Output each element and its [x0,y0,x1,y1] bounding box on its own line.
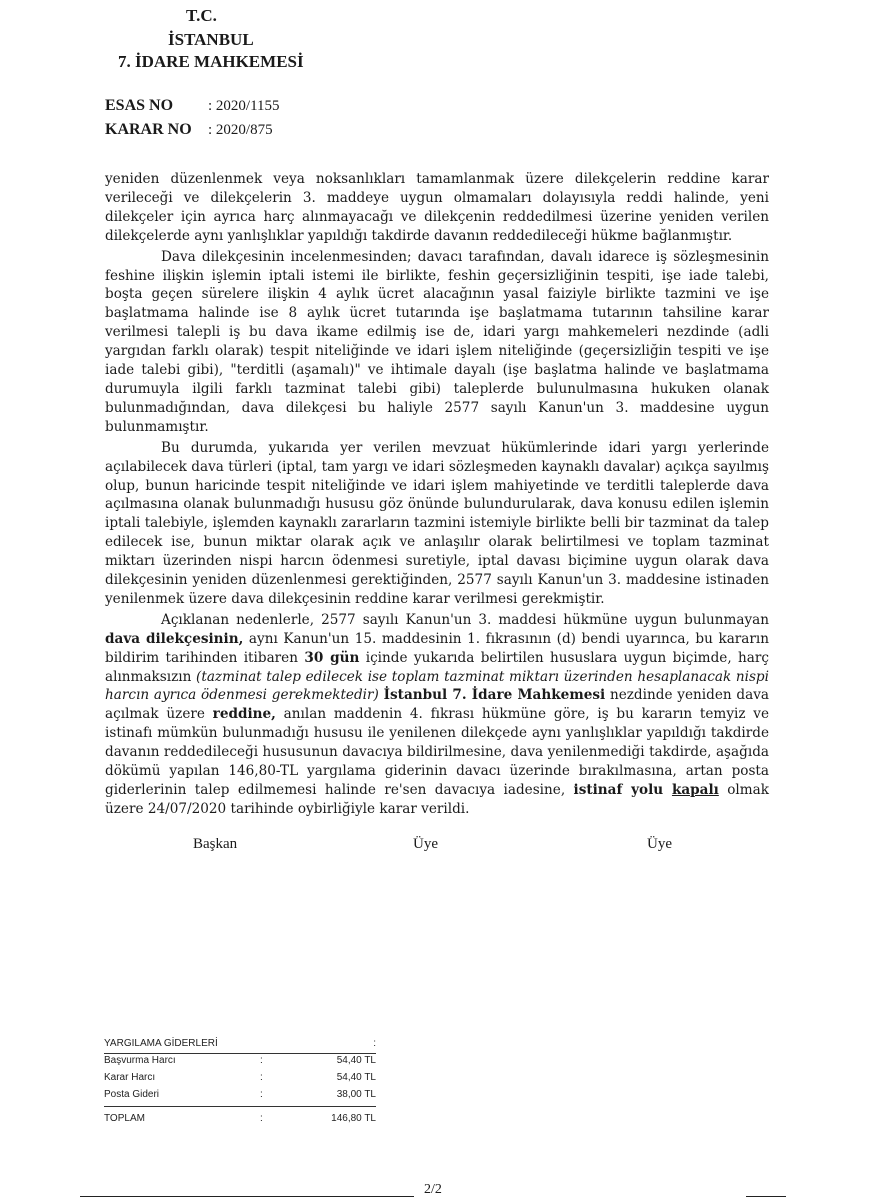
p4-text-n: olmak üzere 24/07/2020 tarihinde oybirliğiyle karar verildi. [105,782,769,817]
karar-value: : 2020/875 [208,122,273,138]
costs-row-amount: 54,40 TL [336,1072,376,1083]
costs-row [104,1070,376,1087]
paragraph-4 [105,611,769,819]
costs-divider-total [104,1106,376,1107]
p4-text-i: nezdinde yeniden dava açılmak üzere [105,687,770,723]
header-city: İSTANBUL [168,30,254,49]
p4-text-e: içinde yukarıda belirtilen hususlara uygun biçimde, harç alınmaksızın [105,649,769,685]
costs-row [104,1087,376,1104]
costs-row-amount: 38,00 TL [336,1089,376,1100]
paragraph-3: Bu durumda, yukarıda yer verilen mevzuat hükümlerinde idari yargı yerlerinde açılabilecek dava türleri (iptal, tam yargı ve idari sözleşmeden kaynaklı davalar) açıkça sayılmış olup, bunun haricinde tespit niteliğinde ve idari işlem mahiyetinde ve terditli taleplerde dava açılmasına olanak bulunmadığı hususu göz önünde bulundurularak, dava konusu edilen işlemin iptali talebiyle, işlemden kaynaklı zararların tazmini istemiyle birlikte belli bir tazminat da talep edilecek ise, bunun miktar olarak açık ve anlaşılır olarak belirtilmesi ve toplam tazminat miktarı üzerinden nispi harcın ödenmesi suretiyle, iptal davası biçimine uygun olarak dava dilekçesinin yeniden düzenlenmesi gerektiğinden, 2577 sayılı Kanun'un 3. maddesine istinaden yenilenmek üzere dava dilekçesinin reddine karar verilmesi gerekmiştir. [105,439,769,607]
costs-title-colon: : [373,1038,376,1049]
paragraph-1: yeniden düzenlenmek veya noksanlıkları tamamlanmak üzere dilekçelerin reddine karar verileceği ve dilekçelerin 3. maddeye uygun olmamaları dolayısıyla reddi halinde, yeni dilekçeler için ayrıca harç alınmayacağı ve dilekçenin reddedilmesi üzerine yeniden verilen dilekçelerde aynı yanlışlıklar yapıldığı takdirde davanın reddedileceği hükme bağlanmıştır. [105,171,769,244]
esas-value: : 2020/1155 [208,98,280,114]
costs-row-label: Posta Gideri [104,1089,160,1100]
costs-title-row [104,1036,376,1053]
costs-row-amount: 54,40 TL [336,1055,376,1066]
costs-row-label: Başvurma Harcı [104,1055,176,1066]
costs-row-label: Karar Harcı [104,1072,156,1083]
page-number: 2/2 [424,1182,442,1197]
karar-label: KARAR NO [105,121,192,138]
p4-bold-dava-dilekcesinin: dava dilekçesinin, [105,630,244,647]
header-court: 7. İDARE MAHKEMESİ [118,52,304,71]
esas-label: ESAS NO [105,97,174,114]
costs-total-label: TOPLAM [104,1113,145,1124]
costs-total-row [104,1111,376,1128]
costs-row [104,1053,376,1070]
costs-total-colon: : [260,1113,263,1124]
footer-rule-right [746,1196,786,1197]
p4-bold-kapali: kapalı [671,782,719,798]
p4-bold-30-gun: 30 gün [304,649,360,666]
p4-italic-tazminat-note: (tazminat talep edilecek ise toplam tazminat miktarı üzerinden hesaplanacak nispi harcın ayrıca ödenmesi gerekmektedir) [105,668,769,704]
signature-uye-2: Üye [647,836,672,852]
decision-body [105,170,769,821]
costs-row-colon: : [260,1072,263,1083]
p4-text-c: aynı Kanun'un 15. maddesinin 1. fıkrasının (d) bendi uyarınca, bu kararın bildirim tarihinden itibaren [105,630,770,666]
costs-title: YARGILAMA GİDERLERİ [104,1038,218,1049]
p4-bold-court: İstanbul 7. İdare Mahkemesi [383,687,606,704]
p4-text-k: anılan maddenin 4. fıkrası hükmüne göre, iş bu kararın temyiz ve istinafı mümkün bulunmadığı hususu ile yenilenen dilekçede aynı yanlışlıklar yapıldığı takdirde davanın reddedileceği hususunun davacıya bildirilmesine, dava yenilenmediği takdirde, aşağıda dökümü yapılan 146,80-TL yargılama giderinin davacı üzerinde bırakılmasına, artan posta giderlerinin talep edilmemesi halinde re'sen davacıya iadesine, [105,706,769,798]
p4-text-a: Açıklanan nedenlerle, 2577 sayılı Kanun'un 3. maddesi hükmüne uygun bulunmayan [161,611,769,628]
paragraph-2: Dava dilekçesinin incelenmesinden; davacı tarafından, davalı idarece iş sözleşmesinin feshine ilişkin işlemin iptali istemi ile birlikte, feshin geçersizliğinin tespiti, işe iade talebi, boşta geçen sürelere ilişkin 4 aylık ücret alacağının yasal faiziyle birlikte tazmini ve işe başlatmama halinde ise 8 aylık ücret tutarında işe başlatmama tutarının tahsiline karar verilmesi talepli iş bu dava ikame edilmiş ise de, idari yargı mahkemeleri nezdinde (adli yargıdan farklı olarak) tespit niteliğinde ve idari işlem niteliğinde (geçersizliğin tespiti ve işe iade talebi gibi), "terditli (aşamalı)" ve ihtimale dayalı (işe başlatma halinde ve başlatmama durumuyla ilgili farklı tazminat talebi gibi) taleplerde bulunulmasına hukuken olanak bulunmadığından, dava dilekçesi bu haliyle 2577 sayılı Kanun'un 3. maddesine uygun bulunmamıştır. [105,248,769,435]
costs-table [104,1036,376,1128]
signature-uye-1: Üye [413,836,438,852]
p4-bold-istinaf-yolu: istinaf yolu [573,782,672,798]
costs-row-colon: : [260,1089,263,1100]
signature-baskan: Başkan [193,836,238,852]
costs-total-amount: 146,80 TL [331,1113,376,1124]
footer-rule-left [80,1196,414,1197]
p4-bold-reddine: reddine, [212,706,276,723]
costs-row-colon: : [260,1055,263,1066]
header-tc: T.C. [186,6,217,25]
